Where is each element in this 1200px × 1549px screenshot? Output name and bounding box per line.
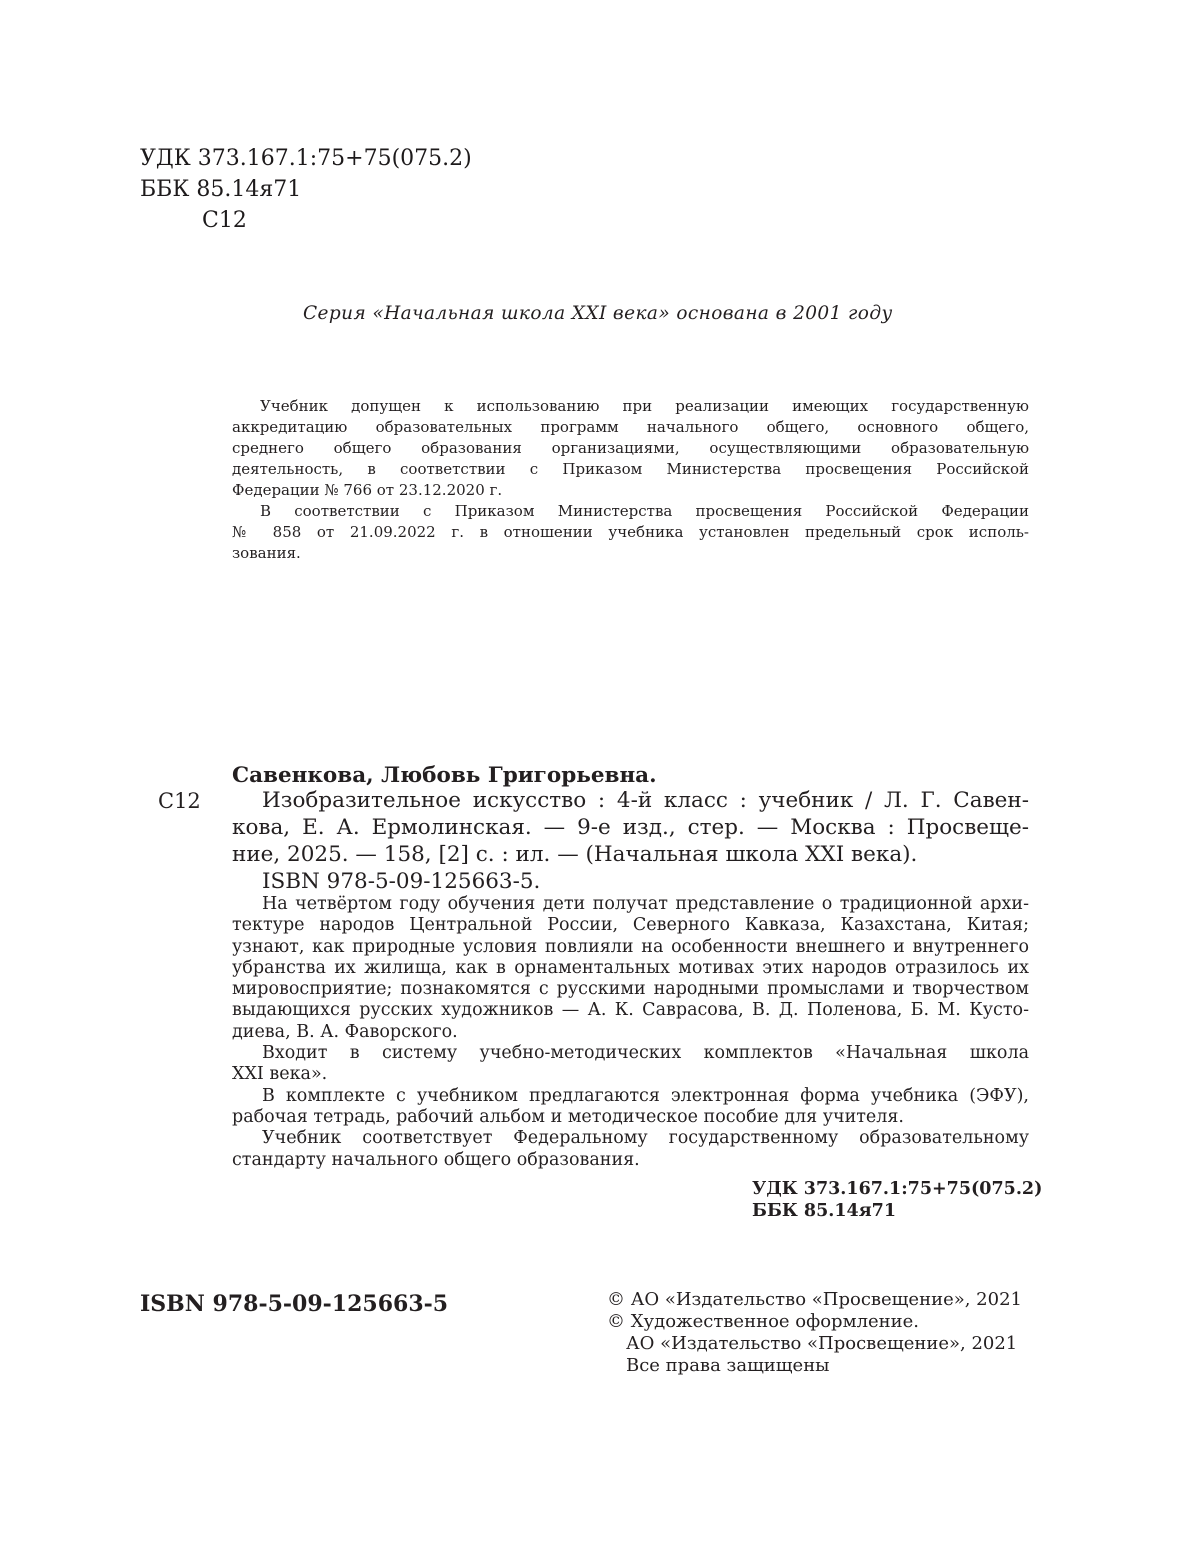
copyright-line: АО «Издательство «Просвещение», 2021 [626, 1333, 1018, 1354]
bbk-code: ББК 85.14я71 [140, 177, 302, 202]
text-line: убранства их жилища, как в орнаментальных мотивах этих народов отразилось их [232, 957, 1029, 978]
series-note: Серия «Начальная школа XXI века» основана в 2001 году [303, 303, 893, 324]
record-author: Савенкова, Любовь Григорьевна. [232, 763, 657, 788]
copyright-line: © АО «Издательство «Просвещение», 2021 [607, 1289, 1022, 1310]
record-call-mark: С12 [158, 789, 201, 813]
text-line: аккредитацию образовательных программ начального общего, основного общего, [232, 418, 1029, 436]
text-line: деятельность, в соответствии с Приказом Министерства просвещения Российской [232, 460, 1029, 478]
record-bbk: ББК 85.14я71 [752, 1201, 896, 1221]
author-mark: С12 [202, 208, 247, 233]
text-line: рабочая тетрадь, рабочий альбом и методическое пособие для учителя. [232, 1106, 904, 1127]
text-line: В соответствии с Приказом Министерства просвещения Российской Федерации [260, 502, 1029, 520]
copyright-block [607, 1289, 1022, 1377]
text-line: стандарту начального общего образования. [232, 1149, 640, 1170]
approval-paragraph-1 [232, 396, 1029, 501]
record-annotation [232, 894, 1029, 1171]
text-line: ние, 2025. — 158, [2] с. : ил. — (Начальная школа XXI века). [232, 842, 918, 867]
record-udk: УДК 373.167.1:75+75(075.2) [752, 1179, 1043, 1199]
text-line: В комплекте с учебником предлагаются электронная форма учебника (ЭФУ), [262, 1085, 1029, 1106]
text-line: диева, В. А. Фаворского. [232, 1021, 458, 1042]
classification-codes [140, 143, 472, 236]
text-line: тектуре народов Центральной России, Северного Кавказа, Казахстана, Китая; [232, 915, 1029, 936]
text-line: XXI века». [232, 1064, 328, 1085]
footer-isbn: ISBN 978-5-09-125663-5 [140, 1291, 449, 1317]
text-line: узнают, как природные условия повлияли на особенности внешнего и внутреннего [232, 936, 1029, 957]
text-line: кова, Е. А. Ермолинская. — 9-е изд., стер. — Москва : Просвеще- [232, 815, 1029, 840]
record-codes [752, 1178, 1042, 1222]
copyright-line: © Художественное оформление. [607, 1311, 920, 1332]
text-line: Входит в систему учебно-методических комплектов «Начальная школа [262, 1043, 1029, 1064]
text-line: Учебник соответствует Федеральному государственному образовательному [262, 1128, 1029, 1149]
text-line: Изобразительное искусство : 4-й класс : учебник / Л. Г. Савен- [262, 788, 1029, 813]
approval-paragraph-2 [232, 501, 1029, 564]
approval-notice [232, 396, 1029, 564]
text-line: выдающихся русских художников — А. К. Саврасова, В. Д. Поленова, Б. М. Кусто- [232, 1000, 1029, 1021]
text-line: среднего общего образования организациями, осуществляющими образовательную [232, 439, 1029, 457]
text-line: Федерации № 766 от 23.12.2020 г. [232, 481, 503, 499]
text-line: № 858 от 21.09.2022 г. в отношении учебника установлен предельный срок исполь- [232, 523, 1029, 541]
text-line: зования. [232, 544, 301, 562]
text-line: мировосприятие; познакомятся с русскими народными промыслами и творчеством [232, 979, 1029, 1000]
text-line: На четвёртом году обучения дети получат представление о традиционной архи- [262, 894, 1029, 914]
rights-reserved: Все права защищены [626, 1355, 830, 1376]
record-description [232, 787, 1029, 895]
udk-code: УДК 373.167.1:75+75(075.2) [140, 146, 472, 171]
record-isbn: ISBN 978-5-09-125663-5. [262, 869, 541, 894]
text-line: Учебник допущен к использованию при реализации имеющих государственную [260, 397, 1029, 415]
